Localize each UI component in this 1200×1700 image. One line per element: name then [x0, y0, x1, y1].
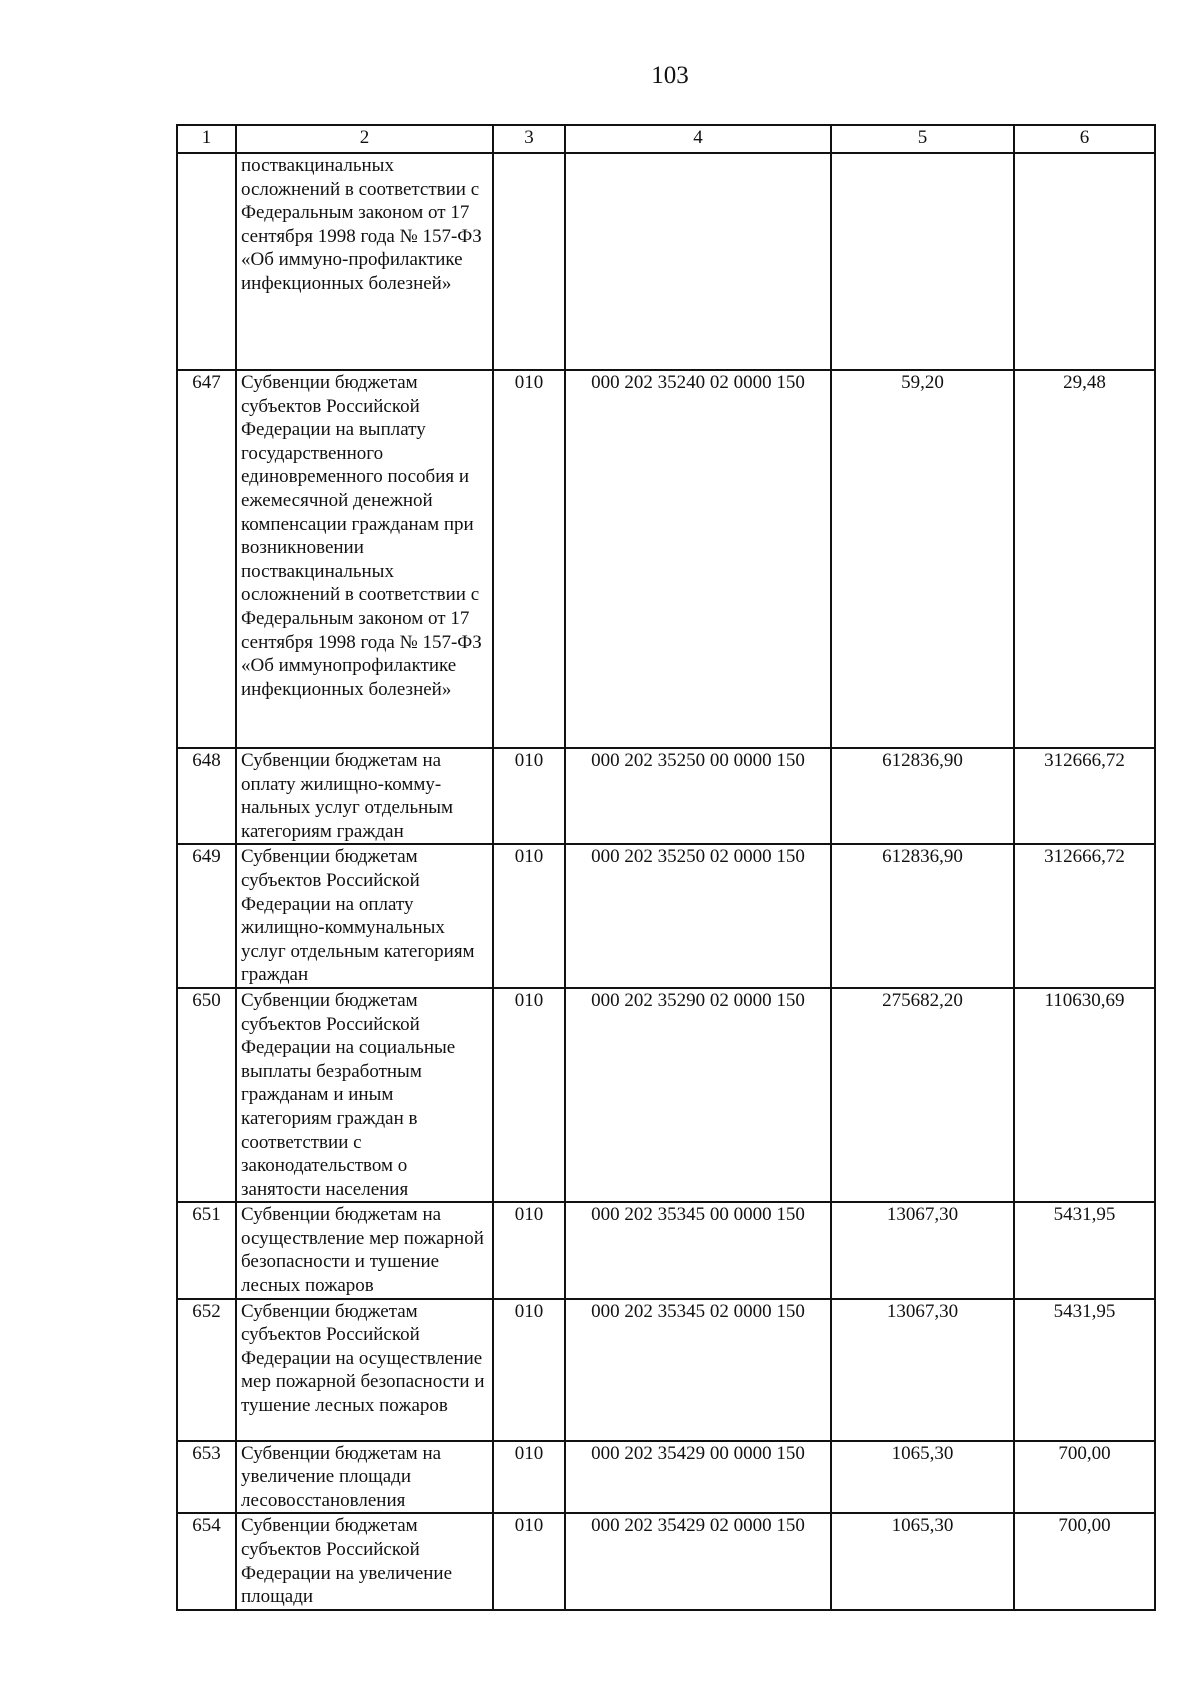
table-row — [177, 370, 1155, 748]
row-number-cell: 654 — [177, 1513, 236, 1609]
row-number-cell: 648 — [177, 748, 236, 844]
description-cell: Субвенции бюджетам субъектов Российской Федерации на осуществление мер пожарной безопасности и тушение лесных пожаров — [236, 1299, 493, 1441]
admin-code-cell: 010 — [493, 1513, 565, 1609]
row-number-cell: 649 — [177, 844, 236, 988]
value-col5-cell: 612836,90 — [831, 748, 1014, 844]
budget-table — [176, 124, 1156, 1611]
table-row — [177, 844, 1155, 988]
row-number-cell — [177, 153, 236, 370]
value-col6-cell: 700,00 — [1014, 1513, 1155, 1609]
budget-code-cell: 000 202 35250 00 0000 150 — [565, 748, 831, 844]
value-col6-cell: 110630,69 — [1014, 988, 1155, 1202]
admin-code-cell — [493, 153, 565, 370]
table-row — [177, 1299, 1155, 1441]
row-number-cell: 647 — [177, 370, 236, 748]
table-row — [177, 988, 1155, 1202]
description-cell: Субвенции бюджетам на оплату жилищно-комму-нальных услуг отдельным категориям граждан — [236, 748, 493, 844]
table-row — [177, 748, 1155, 844]
value-col5-cell: 1065,30 — [831, 1513, 1014, 1609]
value-col5-cell — [831, 153, 1014, 370]
budget-code-cell: 000 202 35345 00 0000 150 — [565, 1202, 831, 1298]
admin-code-cell: 010 — [493, 1299, 565, 1441]
budget-code-cell: 000 202 35429 00 0000 150 — [565, 1441, 831, 1514]
admin-code-cell: 010 — [493, 748, 565, 844]
value-col5-cell: 13067,30 — [831, 1202, 1014, 1298]
budget-code-cell: 000 202 35250 02 0000 150 — [565, 844, 831, 988]
page-number: 103 — [651, 62, 689, 89]
description-cell: Субвенции бюджетам субъектов Российской Федерации на оплату жилищно-коммунальных услуг отдельным категориям граждан — [236, 844, 493, 988]
table-row — [177, 153, 1155, 370]
value-col6-cell: 700,00 — [1014, 1441, 1155, 1514]
table-body — [177, 153, 1155, 1610]
value-col6-cell: 5431,95 — [1014, 1202, 1155, 1298]
value-col5-cell: 59,20 — [831, 370, 1014, 748]
table-row — [177, 1441, 1155, 1514]
column-header-6: 6 — [1014, 125, 1155, 153]
budget-code-cell: 000 202 35429 02 0000 150 — [565, 1513, 831, 1609]
value-col6-cell: 29,48 — [1014, 370, 1155, 748]
row-number-cell: 652 — [177, 1299, 236, 1441]
row-number-cell: 653 — [177, 1441, 236, 1514]
column-header-5: 5 — [831, 125, 1014, 153]
value-col6-cell: 312666,72 — [1014, 748, 1155, 844]
column-header-3: 3 — [493, 125, 565, 153]
description-cell: Субвенции бюджетам субъектов Российской Федерации на выплату государственного единовременного пособия и ежемесячной денежной компенсации гражданам при возникновении поствакцинальных осложнений в соответствии с Федеральным законом от 17 сентября 1998 года № 157-ФЗ «Об иммунопрофилактике инфекционных болезней» — [236, 370, 493, 748]
budget-code-cell: 000 202 35240 02 0000 150 — [565, 370, 831, 748]
row-number-cell: 650 — [177, 988, 236, 1202]
column-header-2: 2 — [236, 125, 493, 153]
description-cell: Субвенции бюджетам на осуществление мер пожарной безопасности и тушение лесных пожаров — [236, 1202, 493, 1298]
budget-code-cell: 000 202 35290 02 0000 150 — [565, 988, 831, 1202]
description-cell: Субвенции бюджетам на увеличение площади лесовосстановления — [236, 1441, 493, 1514]
budget-code-cell — [565, 153, 831, 370]
value-col5-cell: 1065,30 — [831, 1441, 1014, 1514]
admin-code-cell: 010 — [493, 988, 565, 1202]
value-col6-cell — [1014, 153, 1155, 370]
admin-code-cell: 010 — [493, 844, 565, 988]
value-col6-cell: 312666,72 — [1014, 844, 1155, 988]
admin-code-cell: 010 — [493, 1441, 565, 1514]
admin-code-cell: 010 — [493, 370, 565, 748]
column-header-4: 4 — [565, 125, 831, 153]
budget-code-cell: 000 202 35345 02 0000 150 — [565, 1299, 831, 1441]
column-header-1: 1 — [177, 125, 236, 153]
value-col5-cell: 275682,20 — [831, 988, 1014, 1202]
table-row — [177, 1202, 1155, 1298]
admin-code-cell: 010 — [493, 1202, 565, 1298]
value-col6-cell: 5431,95 — [1014, 1299, 1155, 1441]
description-cell: Субвенции бюджетам субъектов Российской Федерации на социальные выплаты безработным гражданам и иным категориям граждан в соответствии с законодательством о занятости населения — [236, 988, 493, 1202]
header-row — [177, 125, 1155, 153]
table-row — [177, 1513, 1155, 1609]
value-col5-cell: 612836,90 — [831, 844, 1014, 988]
value-col5-cell: 13067,30 — [831, 1299, 1014, 1441]
description-cell: поствакцинальных осложнений в соответствии с Федеральным законом от 17 сентября 1998 года № 157-ФЗ «Об иммуно-профилактике инфекционных болезней» — [236, 153, 493, 370]
row-number-cell: 651 — [177, 1202, 236, 1298]
description-cell: Субвенции бюджетам субъектов Российской Федерации на увеличение площади — [236, 1513, 493, 1609]
